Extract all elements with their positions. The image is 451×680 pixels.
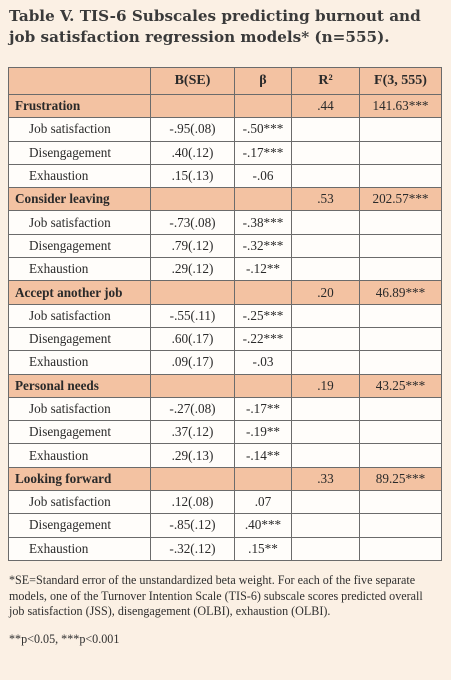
item-beta: -.17*** — [235, 141, 292, 164]
item-row — [9, 327, 442, 350]
group-beta-blank — [235, 467, 292, 490]
group-b-blank — [151, 374, 235, 397]
item-r2-empty — [292, 118, 360, 141]
group-f: 89.25*** — [360, 467, 442, 490]
item-r2-empty — [292, 444, 360, 467]
item-label: Job satisfaction — [9, 304, 151, 327]
item-f-empty — [360, 514, 442, 537]
item-row — [9, 234, 442, 257]
item-r2-empty — [292, 351, 360, 374]
item-beta: -.22*** — [235, 327, 292, 350]
item-row — [9, 211, 442, 234]
item-b-se: .79(.12) — [151, 234, 235, 257]
item-label: Exhaustion — [9, 351, 151, 374]
item-f-empty — [360, 421, 442, 444]
item-row — [9, 258, 442, 281]
item-beta: -.25*** — [235, 304, 292, 327]
item-label: Disengagement — [9, 514, 151, 537]
item-row — [9, 164, 442, 187]
item-label: Job satisfaction — [9, 211, 151, 234]
item-row — [9, 491, 442, 514]
item-r2-empty — [292, 211, 360, 234]
group-row — [9, 281, 442, 304]
item-b-se: -.85(.12) — [151, 514, 235, 537]
item-b-se: .37(.12) — [151, 421, 235, 444]
item-row — [9, 421, 442, 444]
group-beta-blank — [235, 374, 292, 397]
group-b-blank — [151, 95, 235, 118]
item-beta: .15** — [235, 537, 292, 560]
group-f: 43.25*** — [360, 374, 442, 397]
group-beta-blank — [235, 95, 292, 118]
group-label: Consider leaving — [9, 188, 151, 211]
item-r2-empty — [292, 491, 360, 514]
item-f-empty — [360, 258, 442, 281]
item-f-empty — [360, 304, 442, 327]
item-b-se: -.73(.08) — [151, 211, 235, 234]
item-beta: -.06 — [235, 164, 292, 187]
item-b-se: .29(.13) — [151, 444, 235, 467]
header-predictor — [9, 68, 151, 95]
group-label: Accept another job — [9, 281, 151, 304]
item-r2-empty — [292, 258, 360, 281]
item-label: Disengagement — [9, 421, 151, 444]
item-row — [9, 397, 442, 420]
table-notes — [9, 573, 439, 647]
header-r2: R² — [292, 68, 360, 95]
item-r2-empty — [292, 327, 360, 350]
group-b-blank — [151, 281, 235, 304]
item-row — [9, 141, 442, 164]
item-row — [9, 514, 442, 537]
item-beta: .07 — [235, 491, 292, 514]
item-f-empty — [360, 118, 442, 141]
item-label: Disengagement — [9, 141, 151, 164]
item-b-se: .09(.17) — [151, 351, 235, 374]
item-row — [9, 444, 442, 467]
item-r2-empty — [292, 164, 360, 187]
item-beta: -.38*** — [235, 211, 292, 234]
header-b-se: B(SE) — [151, 68, 235, 95]
item-r2-empty — [292, 514, 360, 537]
item-label: Disengagement — [9, 327, 151, 350]
group-label: Personal needs — [9, 374, 151, 397]
item-b-se: .40(.12) — [151, 141, 235, 164]
regression-table — [8, 67, 442, 561]
header-beta: β — [235, 68, 292, 95]
item-label: Exhaustion — [9, 537, 151, 560]
group-f: 202.57*** — [360, 188, 442, 211]
item-row — [9, 304, 442, 327]
group-r2: .53 — [292, 188, 360, 211]
table-header-row — [9, 68, 442, 95]
item-label: Exhaustion — [9, 258, 151, 281]
item-row — [9, 537, 442, 560]
item-r2-empty — [292, 421, 360, 444]
item-f-empty — [360, 234, 442, 257]
group-b-blank — [151, 467, 235, 490]
group-beta-blank — [235, 188, 292, 211]
group-f: 46.89*** — [360, 281, 442, 304]
item-beta: -.14** — [235, 444, 292, 467]
group-row — [9, 467, 442, 490]
item-b-se: .60(.17) — [151, 327, 235, 350]
item-b-se: -.27(.08) — [151, 397, 235, 420]
item-f-empty — [360, 327, 442, 350]
item-b-se: .15(.13) — [151, 164, 235, 187]
item-beta: -.19** — [235, 421, 292, 444]
group-f: 141.63*** — [360, 95, 442, 118]
item-beta: -.50*** — [235, 118, 292, 141]
item-beta: -.03 — [235, 351, 292, 374]
footnote-text: *SE=Standard error of the unstandardized beta weight. For each of the five separate models, one of the Turnover Intention Scale (TIS-6) subscale scores predicted overall job satisfaction (JSS), disengagement (OLBI), exhaustion (OLBI). — [9, 573, 423, 618]
item-f-empty — [360, 491, 442, 514]
group-beta-blank — [235, 281, 292, 304]
item-f-empty — [360, 351, 442, 374]
item-beta: -.12** — [235, 258, 292, 281]
group-row — [9, 95, 442, 118]
item-beta: .40*** — [235, 514, 292, 537]
group-label: Frustration — [9, 95, 151, 118]
item-r2-empty — [292, 397, 360, 420]
regression-table-container — [8, 67, 441, 561]
item-f-empty — [360, 141, 442, 164]
group-b-blank — [151, 188, 235, 211]
item-f-empty — [360, 397, 442, 420]
item-beta: -.32*** — [235, 234, 292, 257]
item-r2-empty — [292, 304, 360, 327]
header-f: F(3, 555) — [360, 68, 442, 95]
item-label: Exhaustion — [9, 444, 151, 467]
item-f-empty — [360, 537, 442, 560]
group-r2: .33 — [292, 467, 360, 490]
group-r2: .19 — [292, 374, 360, 397]
item-row — [9, 118, 442, 141]
group-label: Looking forward — [9, 467, 151, 490]
item-b-se: .12(.08) — [151, 491, 235, 514]
item-r2-empty — [292, 234, 360, 257]
item-label: Exhaustion — [9, 164, 151, 187]
item-label: Job satisfaction — [9, 118, 151, 141]
item-r2-empty — [292, 141, 360, 164]
item-row — [9, 351, 442, 374]
group-row — [9, 374, 442, 397]
item-r2-empty — [292, 537, 360, 560]
item-beta: -.17** — [235, 397, 292, 420]
group-row — [9, 188, 442, 211]
significance-note: **p<0.05, ***p<0.001 — [9, 631, 120, 646]
table-title: Table V. TIS-6 Subscales predicting burnout and job satisfaction regression models* (n=555). — [9, 7, 421, 46]
item-label: Job satisfaction — [9, 491, 151, 514]
item-f-empty — [360, 444, 442, 467]
group-r2: .20 — [292, 281, 360, 304]
item-label: Disengagement — [9, 234, 151, 257]
item-f-empty — [360, 211, 442, 234]
item-b-se: -.32(.12) — [151, 537, 235, 560]
item-b-se: -.95(.08) — [151, 118, 235, 141]
item-label: Job satisfaction — [9, 397, 151, 420]
table-body — [9, 95, 442, 561]
item-b-se: .29(.12) — [151, 258, 235, 281]
item-f-empty — [360, 164, 442, 187]
item-b-se: -.55(.11) — [151, 304, 235, 327]
group-r2: .44 — [292, 95, 360, 118]
